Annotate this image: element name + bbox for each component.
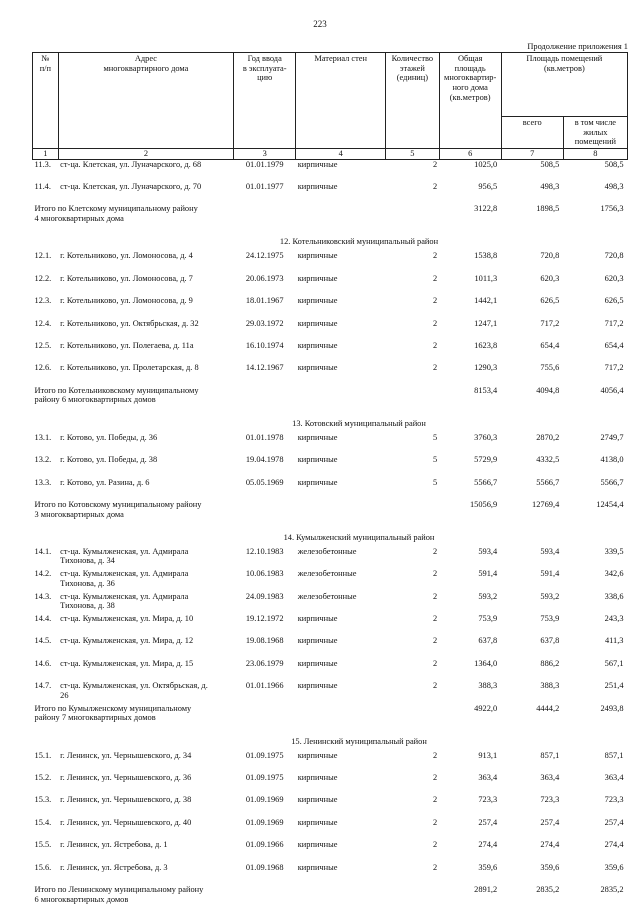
table-row bbox=[33, 341, 628, 363]
premises-area-all: 717,2 bbox=[540, 318, 560, 328]
row-number: 15.3. bbox=[34, 795, 52, 805]
colnum: 1 bbox=[33, 148, 59, 159]
address: ст-ца. Кумылженская, ул. Адмирала Тихонова, д. 36 bbox=[60, 569, 189, 588]
total-area: 593,4 bbox=[478, 546, 498, 556]
premises-area-all: 593,2 bbox=[540, 591, 560, 601]
floors: 2 bbox=[432, 182, 438, 192]
wall-material: железобетонные bbox=[297, 591, 357, 601]
living-area: 4138,0 bbox=[600, 455, 624, 465]
total-label: Итого по Котельниковскому муниципальному району 6 многоквартирных домов bbox=[34, 385, 199, 405]
address: г. Ленинск, ул. Ястребова, д. 3 bbox=[60, 862, 168, 872]
table-row bbox=[33, 863, 628, 885]
section-title: 13. Котовский муниципальный район bbox=[292, 418, 426, 428]
year: 19.04.1978 bbox=[245, 455, 284, 465]
header-floors: Количество этажей (единиц) bbox=[386, 53, 440, 149]
total-area: 8153,4 bbox=[474, 385, 498, 395]
wall-material: железобетонные bbox=[297, 546, 357, 556]
section-heading bbox=[33, 737, 628, 751]
living-area: 498,3 bbox=[604, 182, 624, 192]
wall-material: кирпичные bbox=[297, 159, 338, 169]
year: 16.10.1974 bbox=[245, 340, 284, 350]
section-title: 15. Ленинский муниципальный район bbox=[291, 736, 427, 746]
living-area: 339,5 bbox=[604, 546, 624, 556]
colnum: 2 bbox=[58, 148, 234, 159]
premises-area-all: 723,3 bbox=[540, 795, 560, 805]
year: 01.01.1979 bbox=[245, 159, 284, 169]
table-body bbox=[33, 159, 628, 918]
table-row bbox=[33, 818, 628, 840]
year: 01.01.1977 bbox=[245, 182, 284, 192]
premises-area-all: 359,6 bbox=[540, 862, 560, 872]
header-living: в том числе жилых помещений bbox=[563, 117, 627, 149]
living-area: 12454,4 bbox=[596, 499, 624, 509]
address: г. Котово, ул. Победы, д. 36 bbox=[60, 432, 158, 442]
total-area: 3760,3 bbox=[474, 432, 498, 442]
row-number: 14.4. bbox=[34, 614, 52, 624]
living-area: 4056,4 bbox=[600, 385, 624, 395]
header-all: всего bbox=[501, 117, 563, 149]
premises-area-all: 1898,5 bbox=[536, 204, 560, 214]
premises-area-all: 857,1 bbox=[540, 750, 560, 760]
living-area: 723,3 bbox=[604, 795, 624, 805]
row-number: 14.1. bbox=[34, 546, 52, 556]
premises-area-all: 591,4 bbox=[540, 569, 560, 579]
total-area: 1364,0 bbox=[474, 658, 498, 668]
living-area: 338,6 bbox=[604, 591, 624, 601]
living-area: 654,4 bbox=[604, 340, 624, 350]
premises-area-all: 5566,7 bbox=[536, 477, 560, 487]
total-row bbox=[33, 500, 628, 533]
total-area: 1442,1 bbox=[474, 296, 498, 306]
section-heading bbox=[33, 419, 628, 433]
address: ст-ца. Кумылженская, ул. Адмирала Тихонова, д. 38 bbox=[60, 591, 189, 610]
address: г. Котельниково, ул. Ломоносова, д. 4 bbox=[60, 251, 193, 261]
total-area: 274,4 bbox=[478, 840, 498, 850]
row-number: 13.2. bbox=[34, 455, 52, 465]
address: г. Ленинск, ул. Чернышевского, д. 34 bbox=[60, 750, 192, 760]
row-number: 14.5. bbox=[34, 636, 52, 646]
floors: 2 bbox=[432, 636, 438, 646]
total-area: 4922,0 bbox=[474, 703, 498, 713]
floors: 2 bbox=[432, 318, 438, 328]
address: г. Котельниково, ул. Полегаева, д. 11а bbox=[60, 340, 194, 350]
row-number: 11.4. bbox=[34, 182, 51, 192]
total-row bbox=[33, 704, 628, 737]
living-area: 5566,7 bbox=[600, 477, 624, 487]
header-address: Адрес многоквартирного дома bbox=[58, 53, 234, 149]
living-area: 717,2 bbox=[604, 318, 624, 328]
wall-material: кирпичные bbox=[297, 251, 338, 261]
table-row bbox=[33, 433, 628, 455]
column-numbers bbox=[33, 148, 628, 159]
total-row bbox=[33, 885, 628, 918]
address: ст-ца. Кумылженская, ул. Адмирала Тихонова, д. 34 bbox=[60, 546, 189, 566]
wall-material: кирпичные bbox=[297, 750, 338, 760]
premises-area-all: 4094,8 bbox=[536, 385, 560, 395]
table-row bbox=[33, 751, 628, 773]
year: 10.06.1983 bbox=[245, 569, 284, 579]
table-row bbox=[33, 319, 628, 341]
living-area: 626,5 bbox=[604, 296, 624, 306]
living-area: 2493,8 bbox=[600, 703, 624, 713]
table-row bbox=[33, 659, 628, 681]
total-label: Итого по Котовскому муниципальному району 3 многоквартирных дома bbox=[34, 499, 202, 519]
wall-material: кирпичные bbox=[297, 432, 338, 442]
colnum: 7 bbox=[501, 148, 563, 159]
header-year: Год ввода в эксплуата- цию bbox=[234, 53, 296, 149]
living-area: 717,2 bbox=[604, 363, 624, 373]
wall-material: кирпичные bbox=[297, 340, 338, 350]
address: г. Ленинск, ул. Чернышевского, д. 36 bbox=[60, 773, 192, 783]
table-row bbox=[33, 274, 628, 296]
total-area: 956,5 bbox=[478, 182, 498, 192]
floors: 2 bbox=[432, 840, 438, 850]
living-area: 363,4 bbox=[604, 773, 624, 783]
premises-area-all: 620,3 bbox=[540, 273, 560, 283]
premises-area-all: 4444,2 bbox=[536, 703, 560, 713]
total-area: 1538,8 bbox=[474, 251, 498, 261]
address: г. Котово, ул. Разина, д. 6 bbox=[60, 477, 150, 487]
floors: 2 bbox=[432, 569, 438, 579]
page-number: 223 bbox=[313, 19, 327, 29]
address: г. Котельниково, ул. Пролетарская, д. 8 bbox=[60, 363, 199, 373]
floors: 2 bbox=[432, 817, 438, 827]
address: г. Ленинск, ул. Ястребова, д. 1 bbox=[60, 840, 168, 850]
year: 01.09.1969 bbox=[245, 795, 284, 805]
wall-material: кирпичные bbox=[297, 296, 338, 306]
floors: 2 bbox=[432, 340, 438, 350]
address: ст-ца. Клетская, ул. Луначарского, д. 70 bbox=[60, 182, 202, 192]
header-premises-area: Площадь помещений (кв.метров) bbox=[501, 53, 627, 117]
table-row bbox=[33, 296, 628, 318]
section-heading bbox=[33, 533, 628, 547]
row-number: 12.3. bbox=[34, 296, 52, 306]
table-row bbox=[33, 681, 628, 703]
total-row bbox=[33, 386, 628, 419]
premises-area-all: 274,4 bbox=[540, 840, 560, 850]
row-number: 15.4. bbox=[34, 817, 52, 827]
row-number: 12.6. bbox=[34, 363, 52, 373]
year: 29.03.1972 bbox=[245, 318, 284, 328]
floors: 2 bbox=[432, 795, 438, 805]
total-area: 1290,3 bbox=[474, 363, 498, 373]
address: ст-ца. Кумылженская, ул. Мира, д. 12 bbox=[60, 636, 194, 646]
address: ст-ца. Кумылженская, ул. Мира, д. 10 bbox=[60, 614, 194, 624]
total-area: 5729,9 bbox=[474, 455, 498, 465]
living-area: 2749,7 bbox=[600, 432, 624, 442]
total-area: 15056,9 bbox=[469, 499, 498, 509]
year: 24.12.1975 bbox=[245, 251, 284, 261]
floors: 2 bbox=[432, 546, 438, 556]
total-label: Итого по Ленинскому муниципальному району 6 многоквартирных домов bbox=[34, 885, 204, 904]
living-area: 251,4 bbox=[604, 681, 624, 691]
section-heading bbox=[33, 237, 628, 251]
wall-material: кирпичные bbox=[297, 862, 338, 872]
table-row bbox=[33, 614, 628, 636]
total-area: 1025,0 bbox=[474, 159, 498, 169]
address: г. Ленинск, ул. Чернышевского, д. 38 bbox=[60, 795, 192, 805]
table-row bbox=[33, 636, 628, 658]
row-number: 14.7. bbox=[34, 681, 52, 691]
total-area: 388,3 bbox=[478, 681, 498, 691]
continuation-note: Продолжение приложения 1 bbox=[527, 42, 628, 51]
year: 19.12.1972 bbox=[245, 614, 284, 624]
total-area: 359,6 bbox=[478, 862, 498, 872]
year: 05.05.1969 bbox=[245, 477, 284, 487]
living-area: 567,1 bbox=[604, 658, 624, 668]
row-number: 14.2. bbox=[34, 569, 52, 579]
wall-material: кирпичные bbox=[297, 182, 338, 192]
total-area: 1247,1 bbox=[474, 318, 498, 328]
table-row bbox=[33, 773, 628, 795]
floors: 2 bbox=[432, 363, 438, 373]
floors: 2 bbox=[432, 862, 438, 872]
floors: 2 bbox=[432, 159, 438, 169]
premises-area-all: 654,4 bbox=[540, 340, 560, 350]
wall-material: кирпичные bbox=[297, 273, 338, 283]
year: 14.12.1967 bbox=[245, 363, 284, 373]
floors: 5 bbox=[432, 477, 438, 487]
address: г. Котельниково, ул. Ломоносова, д. 7 bbox=[60, 273, 193, 283]
wall-material: кирпичные bbox=[297, 614, 338, 624]
row-number: 14.6. bbox=[34, 658, 52, 668]
premises-area-all: 886,2 bbox=[540, 658, 560, 668]
total-area: 2891,2 bbox=[474, 885, 498, 894]
wall-material: железобетонные bbox=[297, 569, 357, 579]
living-area: 508,5 bbox=[604, 159, 624, 169]
row-number: 12.1. bbox=[34, 251, 52, 261]
year: 01.09.1966 bbox=[245, 840, 284, 850]
living-area: 620,3 bbox=[604, 273, 624, 283]
total-row bbox=[33, 204, 628, 237]
premises-area-all: 2870,2 bbox=[536, 432, 560, 442]
premises-area-all: 755,6 bbox=[540, 363, 560, 373]
row-number: 15.6. bbox=[34, 862, 52, 872]
table-row bbox=[33, 455, 628, 477]
premises-area-all: 753,9 bbox=[540, 614, 560, 624]
table-row bbox=[33, 251, 628, 273]
table-row bbox=[33, 592, 628, 614]
premises-area-all: 257,4 bbox=[540, 817, 560, 827]
living-area: 342,6 bbox=[604, 569, 624, 579]
wall-material: кирпичные bbox=[297, 455, 338, 465]
premises-area-all: 593,4 bbox=[540, 546, 560, 556]
total-label: Итого по Клетскому муниципальному району 4 многоквартирных дома bbox=[34, 204, 198, 224]
total-area: 3122,8 bbox=[474, 204, 498, 214]
table-header bbox=[33, 53, 628, 160]
row-number: 13.1. bbox=[34, 432, 52, 442]
colnum: 3 bbox=[234, 148, 296, 159]
year: 01.09.1975 bbox=[245, 773, 284, 783]
premises-area-all: 720,8 bbox=[540, 251, 560, 261]
total-area: 1623,8 bbox=[474, 340, 498, 350]
living-area: 257,4 bbox=[604, 817, 624, 827]
address: ст-ца. Клетская, ул. Луначарского, д. 68 bbox=[60, 159, 202, 169]
year: 24.09.1983 bbox=[245, 591, 284, 601]
living-area: 411,3 bbox=[604, 636, 624, 646]
total-area: 591,4 bbox=[478, 569, 498, 579]
floors: 2 bbox=[432, 591, 438, 601]
total-area: 637,8 bbox=[478, 636, 498, 646]
total-area: 913,1 bbox=[478, 750, 498, 760]
row-number: 12.4. bbox=[34, 318, 52, 328]
table-row bbox=[33, 547, 628, 569]
living-area: 243,3 bbox=[604, 614, 624, 624]
year: 01.09.1975 bbox=[245, 750, 284, 760]
floors: 2 bbox=[432, 614, 438, 624]
wall-material: кирпичные bbox=[297, 318, 338, 328]
wall-material: кирпичные bbox=[297, 658, 338, 668]
year: 19.08.1968 bbox=[245, 636, 284, 646]
premises-area-all: 363,4 bbox=[540, 773, 560, 783]
address: г. Котельниково, ул. Ломоносова, д. 9 bbox=[60, 296, 193, 306]
total-label: Итого по Кумылженскому муниципальному району 7 многоквартирных домов bbox=[34, 703, 192, 723]
floors: 2 bbox=[432, 273, 438, 283]
colnum: 6 bbox=[439, 148, 501, 159]
year: 20.06.1973 bbox=[245, 273, 284, 283]
table-row bbox=[33, 182, 628, 204]
year: 01.01.1978 bbox=[245, 432, 284, 442]
table-row bbox=[33, 159, 628, 182]
premises-area-all: 498,3 bbox=[540, 182, 560, 192]
floors: 5 bbox=[432, 432, 438, 442]
total-area: 5566,7 bbox=[474, 477, 498, 487]
wall-material: кирпичные bbox=[297, 773, 338, 783]
table-row bbox=[33, 478, 628, 500]
wall-material: кирпичные bbox=[297, 681, 338, 691]
row-number: 15.5. bbox=[34, 840, 52, 850]
table-row bbox=[33, 795, 628, 817]
address: ст-ца. Кумылженская, ул. Мира, д. 15 bbox=[60, 658, 194, 668]
row-number: 15.1. bbox=[34, 750, 52, 760]
year: 01.09.1968 bbox=[245, 862, 284, 872]
colnum: 4 bbox=[296, 148, 386, 159]
row-number: 12.2. bbox=[34, 273, 52, 283]
row-number: 12.5. bbox=[34, 340, 52, 350]
colnum: 5 bbox=[386, 148, 440, 159]
address: г. Котельниково, ул. Октябрьская, д. 32 bbox=[60, 318, 199, 328]
premises-area-all: 508,5 bbox=[540, 159, 560, 169]
floors: 5 bbox=[432, 455, 438, 465]
address: г. Котово, ул. Победы, д. 38 bbox=[60, 455, 158, 465]
floors: 2 bbox=[432, 681, 438, 691]
total-area: 1011,3 bbox=[474, 273, 498, 283]
floors: 2 bbox=[432, 251, 438, 261]
wall-material: кирпичные bbox=[297, 840, 338, 850]
floors: 2 bbox=[432, 750, 438, 760]
living-area: 359,6 bbox=[604, 862, 624, 872]
row-number: 11.3. bbox=[34, 159, 51, 169]
premises-area-all: 626,5 bbox=[540, 296, 560, 306]
year: 18.01.1967 bbox=[245, 296, 284, 306]
living-area: 2835,2 bbox=[600, 885, 624, 894]
table-row bbox=[33, 363, 628, 385]
year: 12.10.1983 bbox=[245, 546, 284, 556]
table-row bbox=[33, 569, 628, 591]
table-row bbox=[33, 840, 628, 862]
floors: 2 bbox=[432, 773, 438, 783]
total-area: 723,3 bbox=[478, 795, 498, 805]
wall-material: кирпичные bbox=[297, 477, 338, 487]
address: г. Ленинск, ул. Чернышевского, д. 40 bbox=[60, 817, 192, 827]
living-area: 857,1 bbox=[604, 750, 624, 760]
living-area: 1756,3 bbox=[600, 204, 624, 214]
premises-area-all: 2835,2 bbox=[536, 885, 560, 894]
total-area: 363,4 bbox=[478, 773, 498, 783]
year: 01.09.1969 bbox=[245, 817, 284, 827]
housing-table bbox=[32, 52, 628, 918]
floors: 2 bbox=[432, 658, 438, 668]
address: ст-ца. Кумылженская, ул. Октябрьская, д. 26 bbox=[60, 681, 208, 700]
premises-area-all: 637,8 bbox=[540, 636, 560, 646]
total-area: 753,9 bbox=[478, 614, 498, 624]
row-number: 15.2. bbox=[34, 773, 52, 783]
total-area: 257,4 bbox=[478, 817, 498, 827]
premises-area-all: 12769,4 bbox=[532, 499, 560, 509]
header-walls: Материал стен bbox=[296, 53, 386, 149]
colnum: 8 bbox=[563, 148, 627, 159]
header-no: № п/п bbox=[33, 53, 59, 149]
wall-material: кирпичные bbox=[297, 363, 338, 373]
living-area: 274,4 bbox=[604, 840, 624, 850]
section-title: 14. Кумылженский муниципальный район bbox=[283, 532, 435, 542]
total-area: 593,2 bbox=[478, 591, 498, 601]
row-number: 14.3. bbox=[34, 591, 52, 601]
wall-material: кирпичные bbox=[297, 636, 338, 646]
living-area: 720,8 bbox=[604, 251, 624, 261]
floors: 2 bbox=[432, 296, 438, 306]
year: 23.06.1979 bbox=[245, 658, 284, 668]
year: 01.01.1966 bbox=[245, 681, 284, 691]
row-number: 13.3. bbox=[34, 477, 52, 487]
header-total-area: Общая площадь многоквартир- ного дома (кв.метров) bbox=[439, 53, 501, 149]
wall-material: кирпичные bbox=[297, 795, 338, 805]
section-title: 12. Котельниковский муниципальный район bbox=[279, 237, 439, 247]
premises-area-all: 388,3 bbox=[540, 681, 560, 691]
wall-material: кирпичные bbox=[297, 817, 338, 827]
premises-area-all: 4332,5 bbox=[536, 455, 560, 465]
